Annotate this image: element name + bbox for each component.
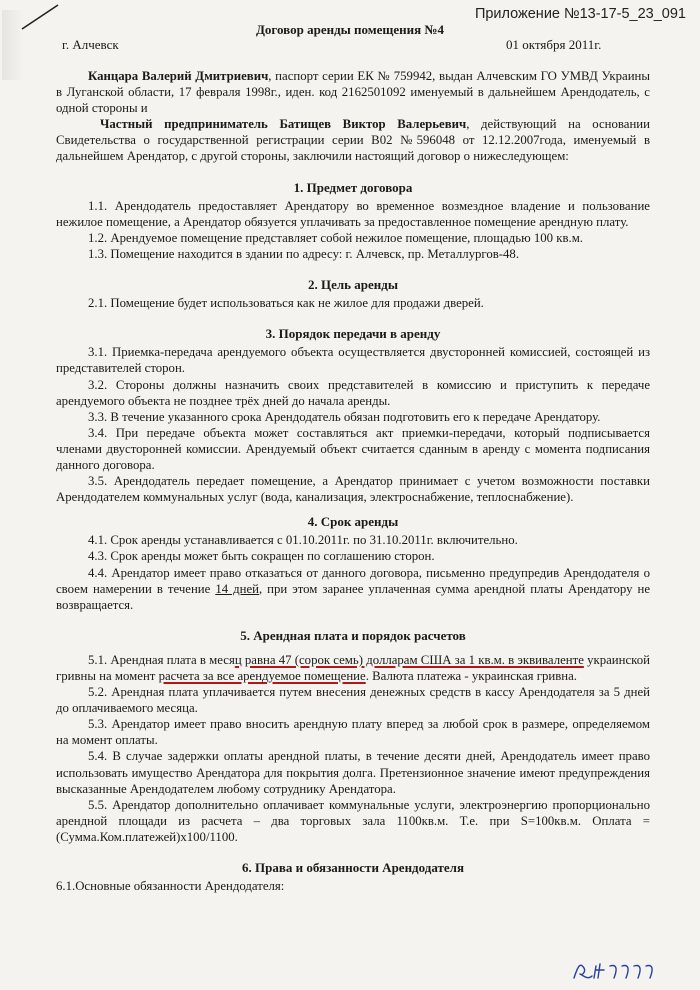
tenant-name: Частный предприниматель Батищев Виктор Валерьевич — [100, 117, 467, 132]
clause-3-5: 3.5. Арендодатель передает помещение, а Арендатор принимает с учетом возможности поставки Арендодателем коммунальных услуг (вода, канализация, электроснабжение, теплоснабжение). — [56, 474, 650, 505]
clause-1-2: 1.2. Арендуемое помещение представляет собой нежилое помещение, площадью 100 кв.м. — [88, 230, 583, 245]
underlined-days: 14 дней — [215, 581, 259, 596]
clause-4-4: 4.4. Арендатор имеет право отказаться от данного договора, письменно предупредив Арендодателя о своем намерении в течение 14 дней, при этом заранее уплаченная сумма арендной платы Арендатору не возвращается. — [56, 565, 650, 612]
section-heading-5: 5. Арендная плата и порядок расчетов — [240, 627, 466, 643]
clause-5-3: 5.3. Арендатор имеет право вносить арендную плату вперед за любой срок в размере, определяемом на момент оплаты. — [56, 717, 650, 748]
clause-6-1: 6.1.Основные обязанности Арендодателя: — [56, 879, 285, 894]
section-heading-4: 4. Срок аренды — [307, 514, 399, 530]
section-heading-1: 1. Предмет договора — [293, 179, 413, 195]
clause-4-1: 4.1. Срок аренды устанавливается с 01.10.2011г. по 31.10.2011г. включительно. — [88, 533, 518, 548]
clause-5-5: 5.5. Арендатор дополнительно оплачивает коммунальные услуги, электроэнергию пропорционально арендной площади из расчета – два торговых зала 1100кв.м. Т.е. при S=100кв.м. Оплата = (Сумма.Ком.платежей)x100/1100. — [56, 797, 650, 844]
clause-3-2: 3.2. Стороны должны назначить своих представителей в комиссию и приступить к передаче арендуемого объекта не позднее трёх дней до начала аренды. — [56, 377, 650, 408]
contract-body — [56, 68, 650, 894]
intro-party-1: Канцара Валерий Дмитриевич, паспорт серии ЕК № 759942, выдан Алчевским ГО УМВД Украины в Луганской области, 17 февраля 1998г., иден. код 2162501092 именуемый в дальнейшем Арендодатель, с одной стороны и — [56, 69, 650, 116]
section-heading-2: 2. Цель аренды — [307, 277, 399, 293]
city: г. Алчевск — [62, 37, 119, 52]
contract-date: 01 октября 2011г. — [506, 37, 602, 52]
handwritten-signature — [570, 958, 660, 984]
landlord-name: Канцара Валерий Дмитриевич — [88, 69, 269, 83]
intro-party-2: Частный предприниматель Батищев Виктор Валерьевич, действующий на основании Свидетельства о государственной регистрации серии В02 №596048 от 12.12.2007года, именуемый в дальнейшем Арендатор, с другой стороны, заключили настоящий договор о нижеследующем: — [56, 117, 651, 164]
clause-5-1: 5.1. Арендная плата в месяц равна 47 (сорок семь) долларам США за 1 кв.м. в эквиваленте украинской гривны на момент расчета за все арендуемое помещение. Валюта платежа - украинская гривна. — [56, 652, 650, 683]
clause-3-4: 3.4. При передаче объекта может составляться акт приемки-передачи, который подписывается членами двусторонней комиссии. Арендуемый объект считается сданным в аренду с момента подписания данного договора. — [56, 425, 650, 472]
section-heading-6: 6. Права и обязанности Арендодателя — [242, 860, 464, 876]
clause-3-1: 3.1. Приемка-передача арендуемого объекта осуществляется двусторонней комиссией, состоящей из представителей сторон. — [56, 345, 650, 376]
clause-1-3: 1.3. Помещение находится в здании по адресу: г. Алчевск, пр. Металлургов-48. — [88, 246, 520, 261]
highlighted-rent-scope: расчета за все арендуемое помещение — [158, 669, 366, 683]
highlighted-rent-rate: ц равна 47 (сорок семь) долларам США за 1 кв.м. в эквиваленте — [234, 652, 584, 667]
clause-4-3: 4.3. Срок аренды может быть сокращен по соглашению сторон. — [88, 549, 435, 564]
clause-5-2: 5.2. Арендная плата уплачивается путем внесения денежных средств в кассу Арендодателя за 5 дней до оплачиваемого месяца. — [56, 685, 650, 716]
clause-3-3: 3.3. В течение указанного срока Арендодатель обязан подготовить его к передаче Арендатору. — [88, 409, 601, 424]
clause-5-4: 5.4. В случае задержки оплаты арендной платы, в течение десяти дней, Арендодатель имеет право использовать имущество Арендатора для покрытия долга. Претензионное значение имеют предупреждения высказанные Арендодателем любому сотруднику Арендатора. — [56, 749, 650, 796]
appendix-label: Приложение №13-17-5_23_091 — [474, 6, 686, 22]
clause-1-1: 1.1. Арендодатель предоставляет Арендатору во временное возмездное владение и пользование нежилое помещение, а Арендатор обязуется уплачивать за предоставленное помещение арендную плату. — [56, 198, 650, 229]
document-title: Договор аренды помещения №4 — [255, 22, 445, 37]
clause-2-1: 2.1. Помещение будет использоваться как не жилое для продажи дверей. — [88, 296, 484, 311]
section-heading-3: 3. Порядок передачи в аренду — [265, 326, 441, 342]
